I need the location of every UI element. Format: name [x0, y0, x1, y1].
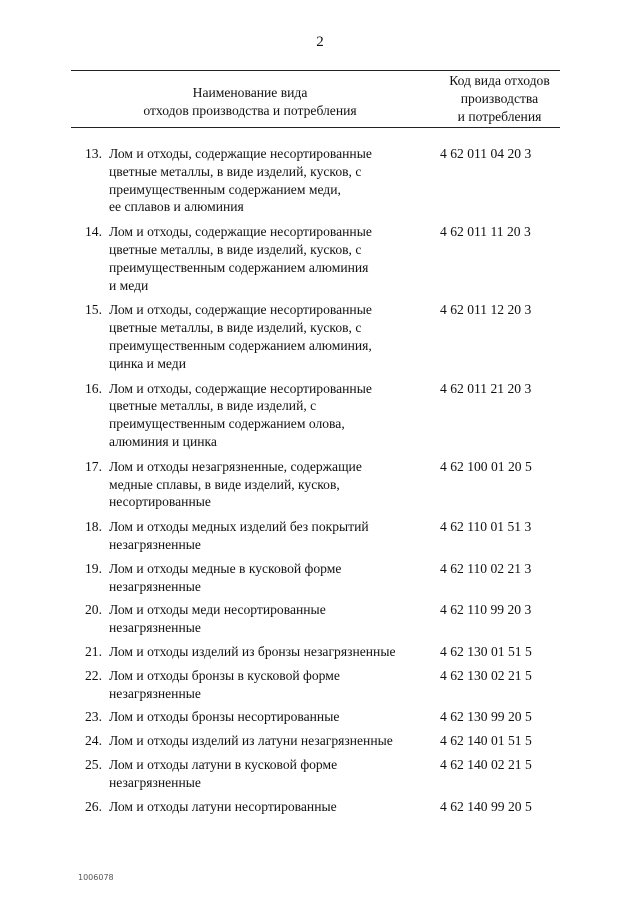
- row-number: 23.: [85, 709, 102, 725]
- row-number: 21.: [85, 643, 102, 659]
- table-row: [0, 732, 640, 750]
- waste-name: [109, 601, 434, 637]
- table-row: [0, 601, 640, 637]
- table-top-rule: [71, 70, 560, 71]
- waste-code: 4 62 140 99 20 5: [440, 798, 532, 814]
- waste-name: [109, 798, 434, 816]
- waste-name-line: Лом и отходы медных изделий без покрытий: [109, 519, 369, 535]
- waste-table-body: [0, 145, 640, 815]
- waste-name-line: цинка и меди: [109, 355, 186, 371]
- waste-name-line: цветные металлы, в виде изделий, кусков, с: [109, 163, 362, 179]
- column-header-code-line: Код вида отходов: [449, 73, 550, 88]
- row-number: 25.: [85, 756, 102, 772]
- waste-code: 4 62 130 99 20 5: [440, 709, 532, 725]
- column-header-name: [71, 84, 429, 120]
- waste-name-line: незагрязненные: [109, 578, 201, 594]
- waste-name-line: Лом и отходы медные в кусковой форме: [109, 560, 342, 576]
- table-row: [0, 145, 640, 216]
- waste-code: 4 62 140 01 51 5: [440, 733, 532, 749]
- waste-code: 4 62 130 02 21 5: [440, 667, 532, 683]
- table-row: [0, 223, 640, 294]
- waste-name-line: цветные металлы, в виде изделий, кусков, с: [109, 320, 362, 336]
- table-row: [0, 708, 640, 726]
- row-number: 17.: [85, 458, 102, 474]
- row-number: 24.: [85, 733, 102, 749]
- waste-name-line: ее сплавов и алюминия: [109, 199, 244, 215]
- waste-name-line: цветные металлы, в виде изделий, с: [109, 398, 317, 414]
- column-header-name-line: отходов производства и потребления: [143, 102, 357, 118]
- waste-name-line: Лом и отходы изделий из латуни незагрязненные: [109, 733, 393, 749]
- column-header-code-line: производства: [460, 90, 539, 106]
- waste-name: [109, 518, 434, 554]
- waste-code: 4 62 100 01 20 5: [440, 458, 532, 474]
- waste-name: [109, 643, 434, 661]
- waste-name: [109, 301, 434, 372]
- table-row: [0, 798, 640, 816]
- waste-name-line: и меди: [109, 277, 149, 293]
- waste-name-line: Лом и отходы латуни несортированные: [109, 798, 337, 814]
- waste-name: [109, 380, 434, 451]
- row-number: 18.: [85, 519, 102, 535]
- column-header-name-line: Наименование вида: [192, 85, 308, 100]
- waste-name: [109, 145, 434, 216]
- row-number: 19.: [85, 560, 102, 576]
- row-number: 20.: [85, 602, 102, 618]
- table-row: [0, 756, 640, 792]
- waste-name-line: Лом и отходы, содержащие несортированные: [109, 224, 372, 240]
- waste-name-line: Лом и отходы, содержащие несортированные: [109, 146, 372, 161]
- column-header-code: [436, 72, 563, 125]
- row-number: 14.: [85, 224, 102, 240]
- page-number: 2: [316, 34, 324, 50]
- waste-name: [109, 708, 434, 726]
- waste-code: 4 62 110 01 51 3: [440, 519, 532, 535]
- waste-name-line: Лом и отходы бронзы в кусковой форме: [109, 667, 340, 683]
- waste-name-line: преимущественным содержанием алюминия: [109, 259, 369, 275]
- waste-name: [109, 223, 434, 294]
- table-row: [0, 458, 640, 511]
- waste-name: [109, 458, 434, 511]
- waste-name: [109, 732, 434, 750]
- table-row: [0, 518, 640, 554]
- waste-code: 4 62 140 02 21 5: [440, 756, 532, 772]
- waste-code: 4 62 110 99 20 3: [440, 602, 532, 618]
- row-number: 26.: [85, 798, 102, 814]
- table-row: [0, 380, 640, 451]
- row-number: 16.: [85, 380, 102, 396]
- waste-code: 4 62 011 11 20 3: [440, 224, 531, 240]
- waste-name-line: Лом и отходы, содержащие несортированные: [109, 302, 372, 318]
- waste-name-line: Лом и отходы изделий из бронзы незагрязненные: [109, 643, 396, 659]
- row-number: 15.: [85, 302, 102, 318]
- table-row: [0, 560, 640, 596]
- waste-code: 4 62 011 04 20 3: [440, 146, 532, 161]
- table-header-rule: [71, 127, 560, 128]
- waste-name-line: цветные металлы, в виде изделий, кусков, с: [109, 241, 362, 257]
- waste-name-line: Лом и отходы, содержащие несортированные: [109, 380, 372, 396]
- waste-name: [109, 560, 434, 596]
- table-row: [0, 301, 640, 372]
- waste-name-line: незагрязненные: [109, 536, 201, 552]
- waste-name-line: медные сплавы, в виде изделий, кусков,: [109, 476, 340, 492]
- waste-name-line: Лом и отходы латуни в кусковой форме: [109, 756, 338, 772]
- waste-name-line: Лом и отходы меди несортированные: [109, 602, 326, 618]
- waste-name-line: незагрязненные: [109, 620, 201, 636]
- row-number: 13.: [85, 146, 102, 161]
- waste-name-line: преимущественным содержанием меди,: [109, 181, 341, 197]
- waste-name-line: преимущественным содержанием олова,: [109, 416, 345, 432]
- waste-name: [109, 667, 434, 703]
- column-header-code-line: и потребления: [457, 108, 542, 124]
- waste-code: 4 62 130 01 51 5: [440, 643, 532, 659]
- waste-name-line: незагрязненные: [109, 774, 201, 790]
- waste-code: 4 62 110 02 21 3: [440, 560, 532, 576]
- row-number: 22.: [85, 667, 102, 683]
- waste-name-line: Лом и отходы бронзы несортированные: [109, 709, 340, 725]
- waste-name-line: несортированные: [109, 494, 211, 510]
- waste-name-line: алюминия и цинка: [109, 433, 217, 449]
- waste-name-line: незагрязненные: [109, 685, 201, 701]
- waste-name-line: преимущественным содержанием алюминия,: [109, 337, 372, 353]
- waste-name-line: Лом и отходы незагрязненные, содержащие: [109, 458, 362, 474]
- table-row: [0, 667, 640, 703]
- document-stamp: 1006078: [78, 873, 114, 882]
- waste-code: 4 62 011 12 20 3: [440, 302, 532, 318]
- waste-code: 4 62 011 21 20 3: [440, 380, 532, 396]
- waste-name: [109, 756, 434, 792]
- table-row: [0, 643, 640, 661]
